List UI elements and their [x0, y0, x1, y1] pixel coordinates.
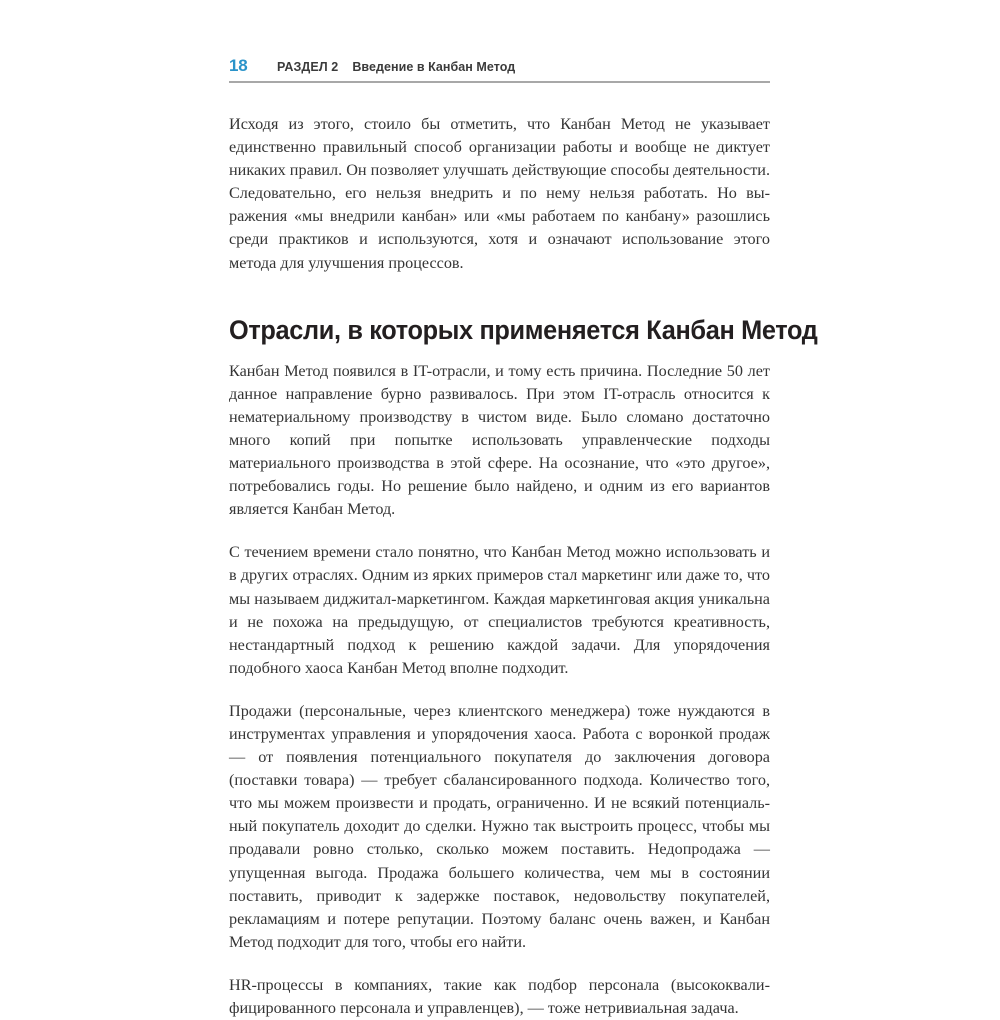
- paragraph-intro: Исходя из этого, стоило бы отметить, что Канбан Метод не указывает единственно правильный способ организации работы и вообще не диктует никаких правил. Он позволяет улучшать действующие способы деятельности. Следовательно, его нельзя внедрить и по нему нельзя работать. Но выражения «мы внедрили канбан» или «мы работаем по канбану» разошлись среди практиков и используются, хотя и означают использование этого метода для улучшения процессов.: [229, 115, 770, 272]
- paragraph-it-industry: Канбан Метод появился в IT-отрасли, и тому есть причина. Последние 50 лет данное направление бурно развивалось. При этом IT-отрасль относится к нематериальному производству в чистом виде. Было сломано достаточно много копий при попытке использовать управленческие подходы материального производства в этой сфере. На осознание, что «это другое», потребовались годы. Но решение было найдено, и одним из его вариантов является Канбан Метод.: [229, 361, 770, 519]
- section-heading: Отрасли, в которых применяется Канбан Метод: [229, 314, 818, 345]
- paragraph-sales: Продажи (персональные, через клиентского менеджера) тоже нуждаются в инструментах управления и упорядочения хаоса. Работа с воронкой продаж — от появления потенциального покупателя до заключения договора (поставки товара) — требует сбалансированного подхода. Количество того, что мы можем произвести и продать, ограниченно. И не всякий потенциальный покупатель доходит до сделки. Нужно так выстроить процесс, чтобы мы продавали ровно столько, сколько можем поставить. Недопродажа — упущенная выгода. Продажа большего количества, чем мы в состоянии поставить, приводит к задержке поставок, недовольству покупателей, рекламациям и потере репутации. Поэтому баланс очень важен, и Канбан Метод подходит для того, чтобы его найти.: [229, 701, 770, 951]
- paragraph-hr: HR-процессы в компаниях, такие как подбор персонала (высококвалифицированного персонала и управленцев), — тоже нетривиальная задача.: [229, 975, 770, 1017]
- spacer-before-heading: [229, 295, 770, 315]
- text-column: [229, 113, 818, 1020]
- spacer-after-heading: [229, 345, 770, 360]
- header-divider-rule: [229, 81, 770, 83]
- paragraph-marketing: С течением времени стало понятно, что Канбан Метод можно использовать и в других отраслях. Одним из ярких примеров стал маркетинг или даже то, что мы называем диджитал-маркетингом. Каждая маркетинговая акция уникальна и не похожа на предыдущую, от специалистов требуются креативность, нестандартный подход к решению каждой задачи. Для упорядочения подобного хаоса Канбан Метод вполне подходит.: [229, 543, 770, 677]
- header-section-title: Введение в Канбан Метод: [352, 60, 516, 74]
- running-header: [229, 56, 770, 76]
- header-section-label: РАЗДЕЛ 2: [277, 60, 339, 74]
- page-number: 18: [229, 56, 248, 75]
